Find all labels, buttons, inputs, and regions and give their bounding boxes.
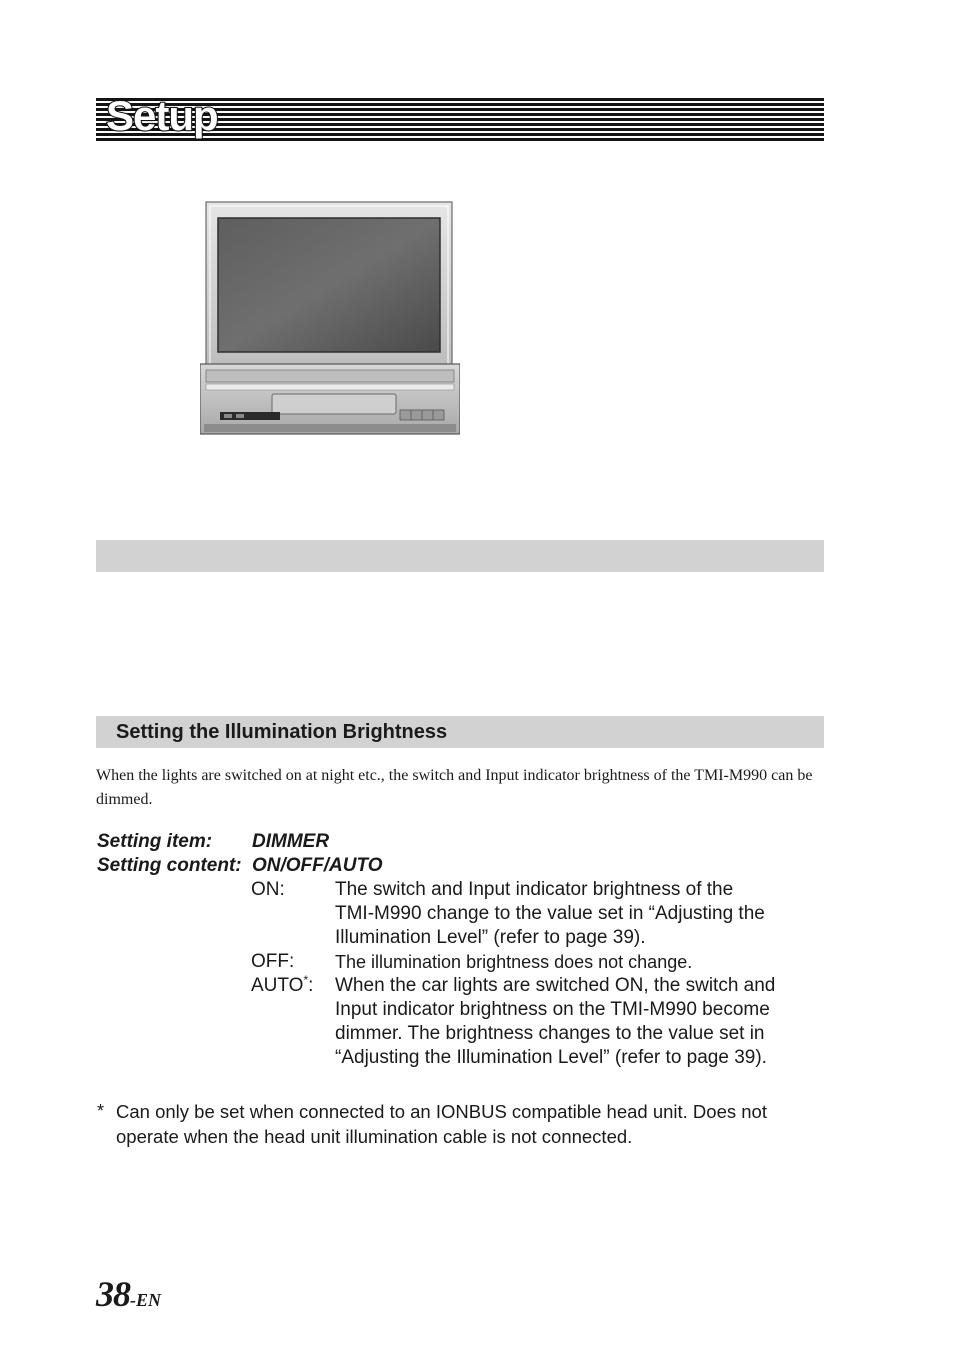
footnote-mark: *: [97, 1101, 105, 1121]
option-auto-line: Input indicator brightness on the TMI-M990 become: [335, 999, 770, 1020]
car-monitor-unit-illustration: [200, 200, 460, 436]
option-auto-label-colon: :: [308, 975, 314, 996]
page-number-value: 38: [96, 1274, 130, 1314]
option-off-description: [335, 950, 835, 974]
section-title: Setting the Illumination Brightness: [116, 721, 448, 743]
footnote-line: operate when the head unit illumination cable is not connected.: [116, 1126, 633, 1147]
option-off-label: OFF:: [251, 951, 295, 972]
intro-paragraph: When the lights are switched on at night etc., the switch and Input indicator brightness of the TMI-M990 can be dimmed.: [96, 767, 813, 808]
option-auto-label-text: AUTO: [251, 975, 304, 996]
section-divider-bar: [96, 540, 824, 572]
setting-item-value: DIMMER: [252, 831, 330, 852]
section-header: [96, 716, 824, 748]
option-off-line: The illumination brightness does not change.: [335, 952, 693, 972]
header-banner: [96, 98, 824, 143]
setting-content-row: [97, 854, 383, 878]
option-auto-line: When the car lights are switched ON, the switch and: [335, 975, 776, 996]
page-language-suffix: -EN: [130, 1290, 161, 1310]
option-on-description: [335, 878, 835, 950]
option-on-line: TMI-M990 change to the value set in “Adjusting the: [335, 903, 765, 924]
footnote-text: [116, 1099, 836, 1149]
option-auto-description: [335, 974, 835, 1070]
setting-content-label: Setting content:: [97, 855, 242, 876]
setting-item-row: [97, 830, 330, 854]
option-on-line: Illumination Level” (refer to page 39).: [335, 927, 646, 948]
page-title: Setup: [106, 98, 218, 139]
setting-item-label: Setting item:: [97, 831, 213, 852]
option-on-label: ON:: [251, 879, 285, 900]
setting-content-value: ON/OFF/AUTO: [252, 855, 383, 876]
footnote-reference-mark: *: [303, 973, 309, 987]
option-auto-line: “Adjusting the Illumination Level” (refer to page 39).: [335, 1047, 767, 1068]
option-on-line: The switch and Input indicator brightness of the: [335, 879, 734, 900]
footnote-line: Can only be set when connected to an IONBUS compatible head unit. Does not: [116, 1101, 767, 1122]
option-auto-label: [251, 974, 313, 998]
option-auto-line: dimmer. The brightness changes to the value set in: [335, 1023, 765, 1044]
page-number: [96, 1273, 161, 1315]
